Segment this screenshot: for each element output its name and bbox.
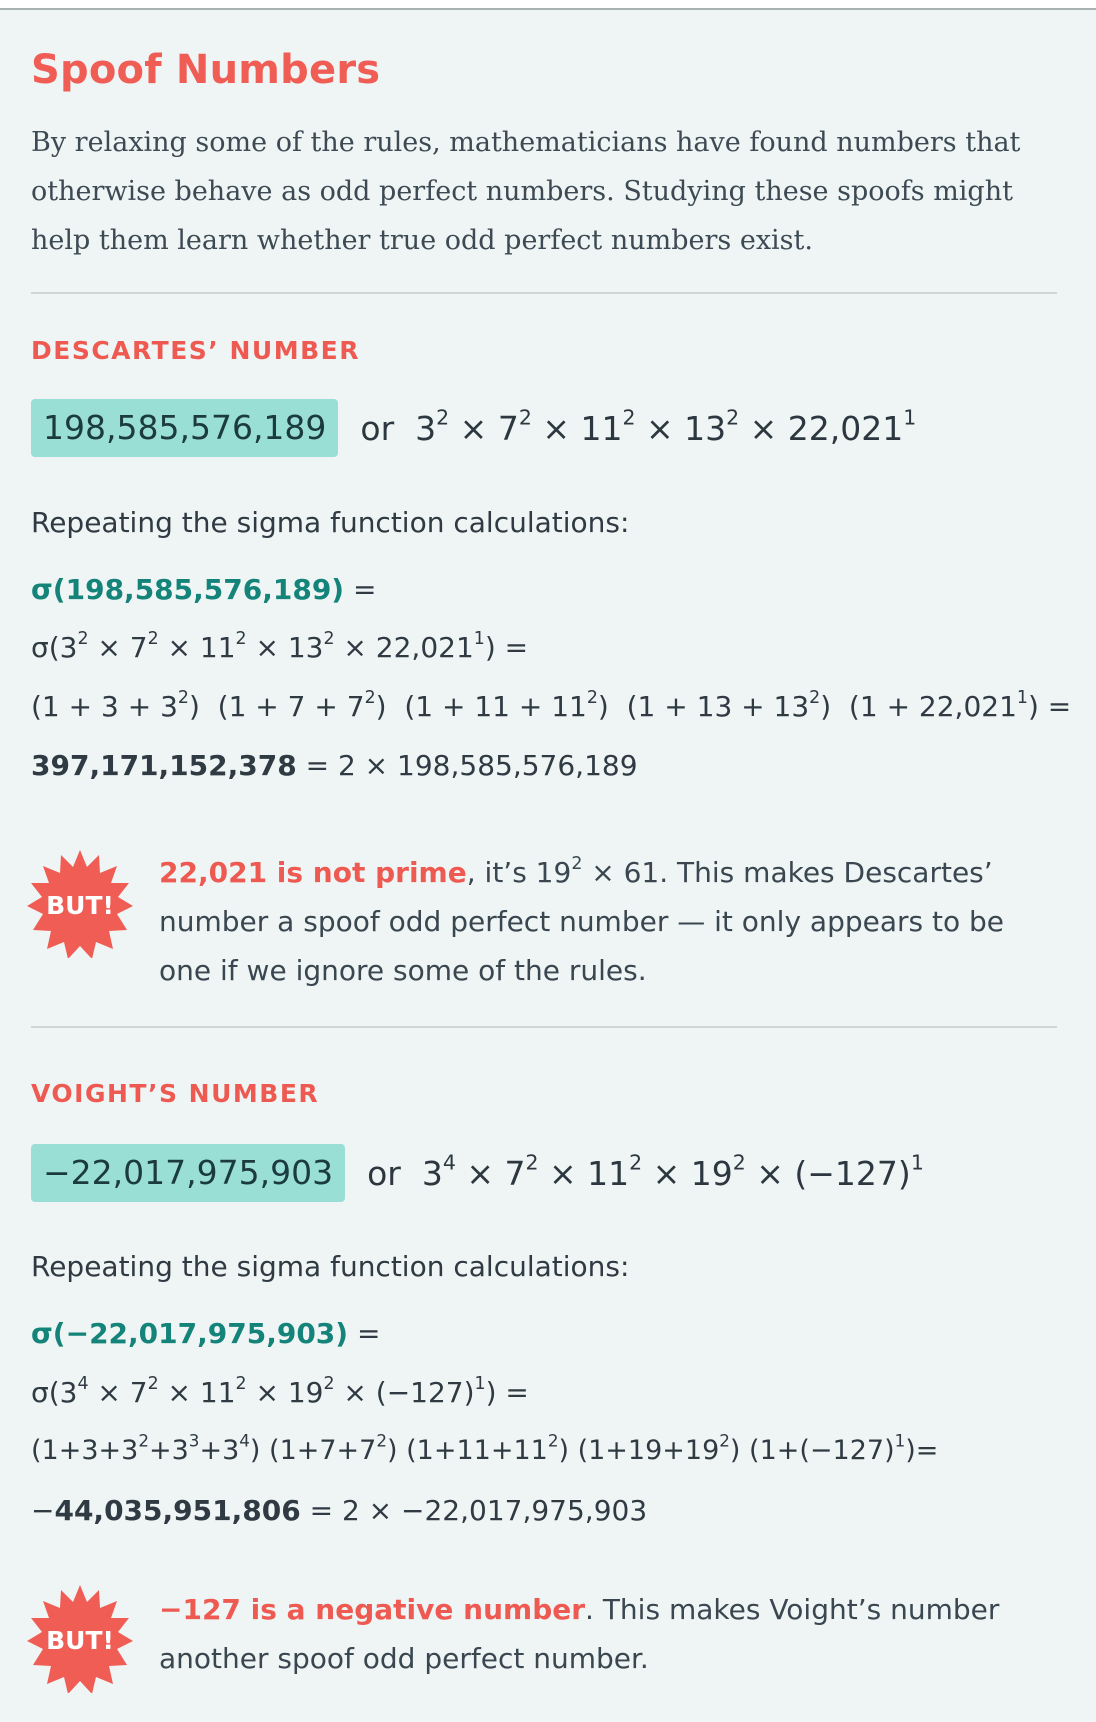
svg-text:BUT!: BUT! [46,1626,114,1655]
descartes-factorization: or $3^2 \times 7^2 \times 11^2 \times 13^2 \times 22,021^1$ [360,405,917,448]
voight-but-text: −127 is a negative number. This makes Voight’s number another spoof odd perfect number. [159,1593,1000,1675]
but-starburst-icon [25,1583,135,1693]
intro-paragraph: By relaxing some of the rules, mathematicians have found numbers that otherwise behave as odd perfect numbers. Studying these spoofs might help them learn whether true odd perfect numbers exist. [31,127,1021,256]
divider [31,292,1057,294]
voight-sigma-line-3: $(1+3+3^2+3^3+3^4)$ $(1+7+7^2)$ $(1+11+11^2)$ $(1+19+19^2)$ $(1+(-127)^1)=$ [31,1430,939,1466]
spoof-numbers-panel [0,8,1096,1722]
but-starburst-icon [25,848,135,958]
svg-text:BUT!: BUT! [46,891,114,920]
page-title: Spoof Numbers [31,47,381,93]
divider [31,1026,1057,1028]
voight-repeat-text: Repeating the sigma function calculations: [31,1250,630,1283]
voight-result-line: −44,035,951,806 = 2 × −22,017,975,903 [31,1494,648,1527]
section-label-descartes: DESCARTES’ NUMBER [31,336,360,365]
descartes-but-text: 22,021 is not prime, it’s $19^2 \times 61$. This makes Descartes’ number a spoof odd perfect number — it only appears to be one if we ignore some of the rules. [159,853,1005,987]
voight-factorization: or $3^4 \times 7^2 \times 11^2 \times 19^2 \times (-127)^1$ [367,1150,924,1193]
descartes-sigma-line-3: $(1 + 3 + 3^2)$ $(1 + 7 + 7^2)$ $(1 + 11 + 11^2)$ $(1 + 13 + 13^2)$ $(1 + 22,021^1)$ = [31,687,1072,723]
descartes-repeat-text: Repeating the sigma function calculations: [31,506,630,539]
descartes-sigma-line-1: σ(198,585,576,189) = [31,573,377,606]
descartes-sigma-line-2: $\sigma(3^2 \times 7^2 \times 11^2 \times 13^2 \times 22,021^1)$ = [31,628,529,664]
descartes-number-row [31,399,916,457]
voight-number-highlight: −22,017,975,903 [31,1144,345,1202]
voight-sigma-line-2: $\sigma(3^4 \times 7^2 \times 11^2 \times 19^2 \times (-127)^1)$ = [31,1373,529,1409]
descartes-number-highlight: 198,585,576,189 [31,399,338,457]
descartes-result-line: 397,171,152,378 = 2 × 198,585,576,189 [31,749,638,782]
voight-number-row [31,1144,924,1202]
section-label-voight: VOIGHT’S NUMBER [31,1079,320,1108]
voight-sigma-line-1: σ(−22,017,975,903) = [31,1317,381,1350]
